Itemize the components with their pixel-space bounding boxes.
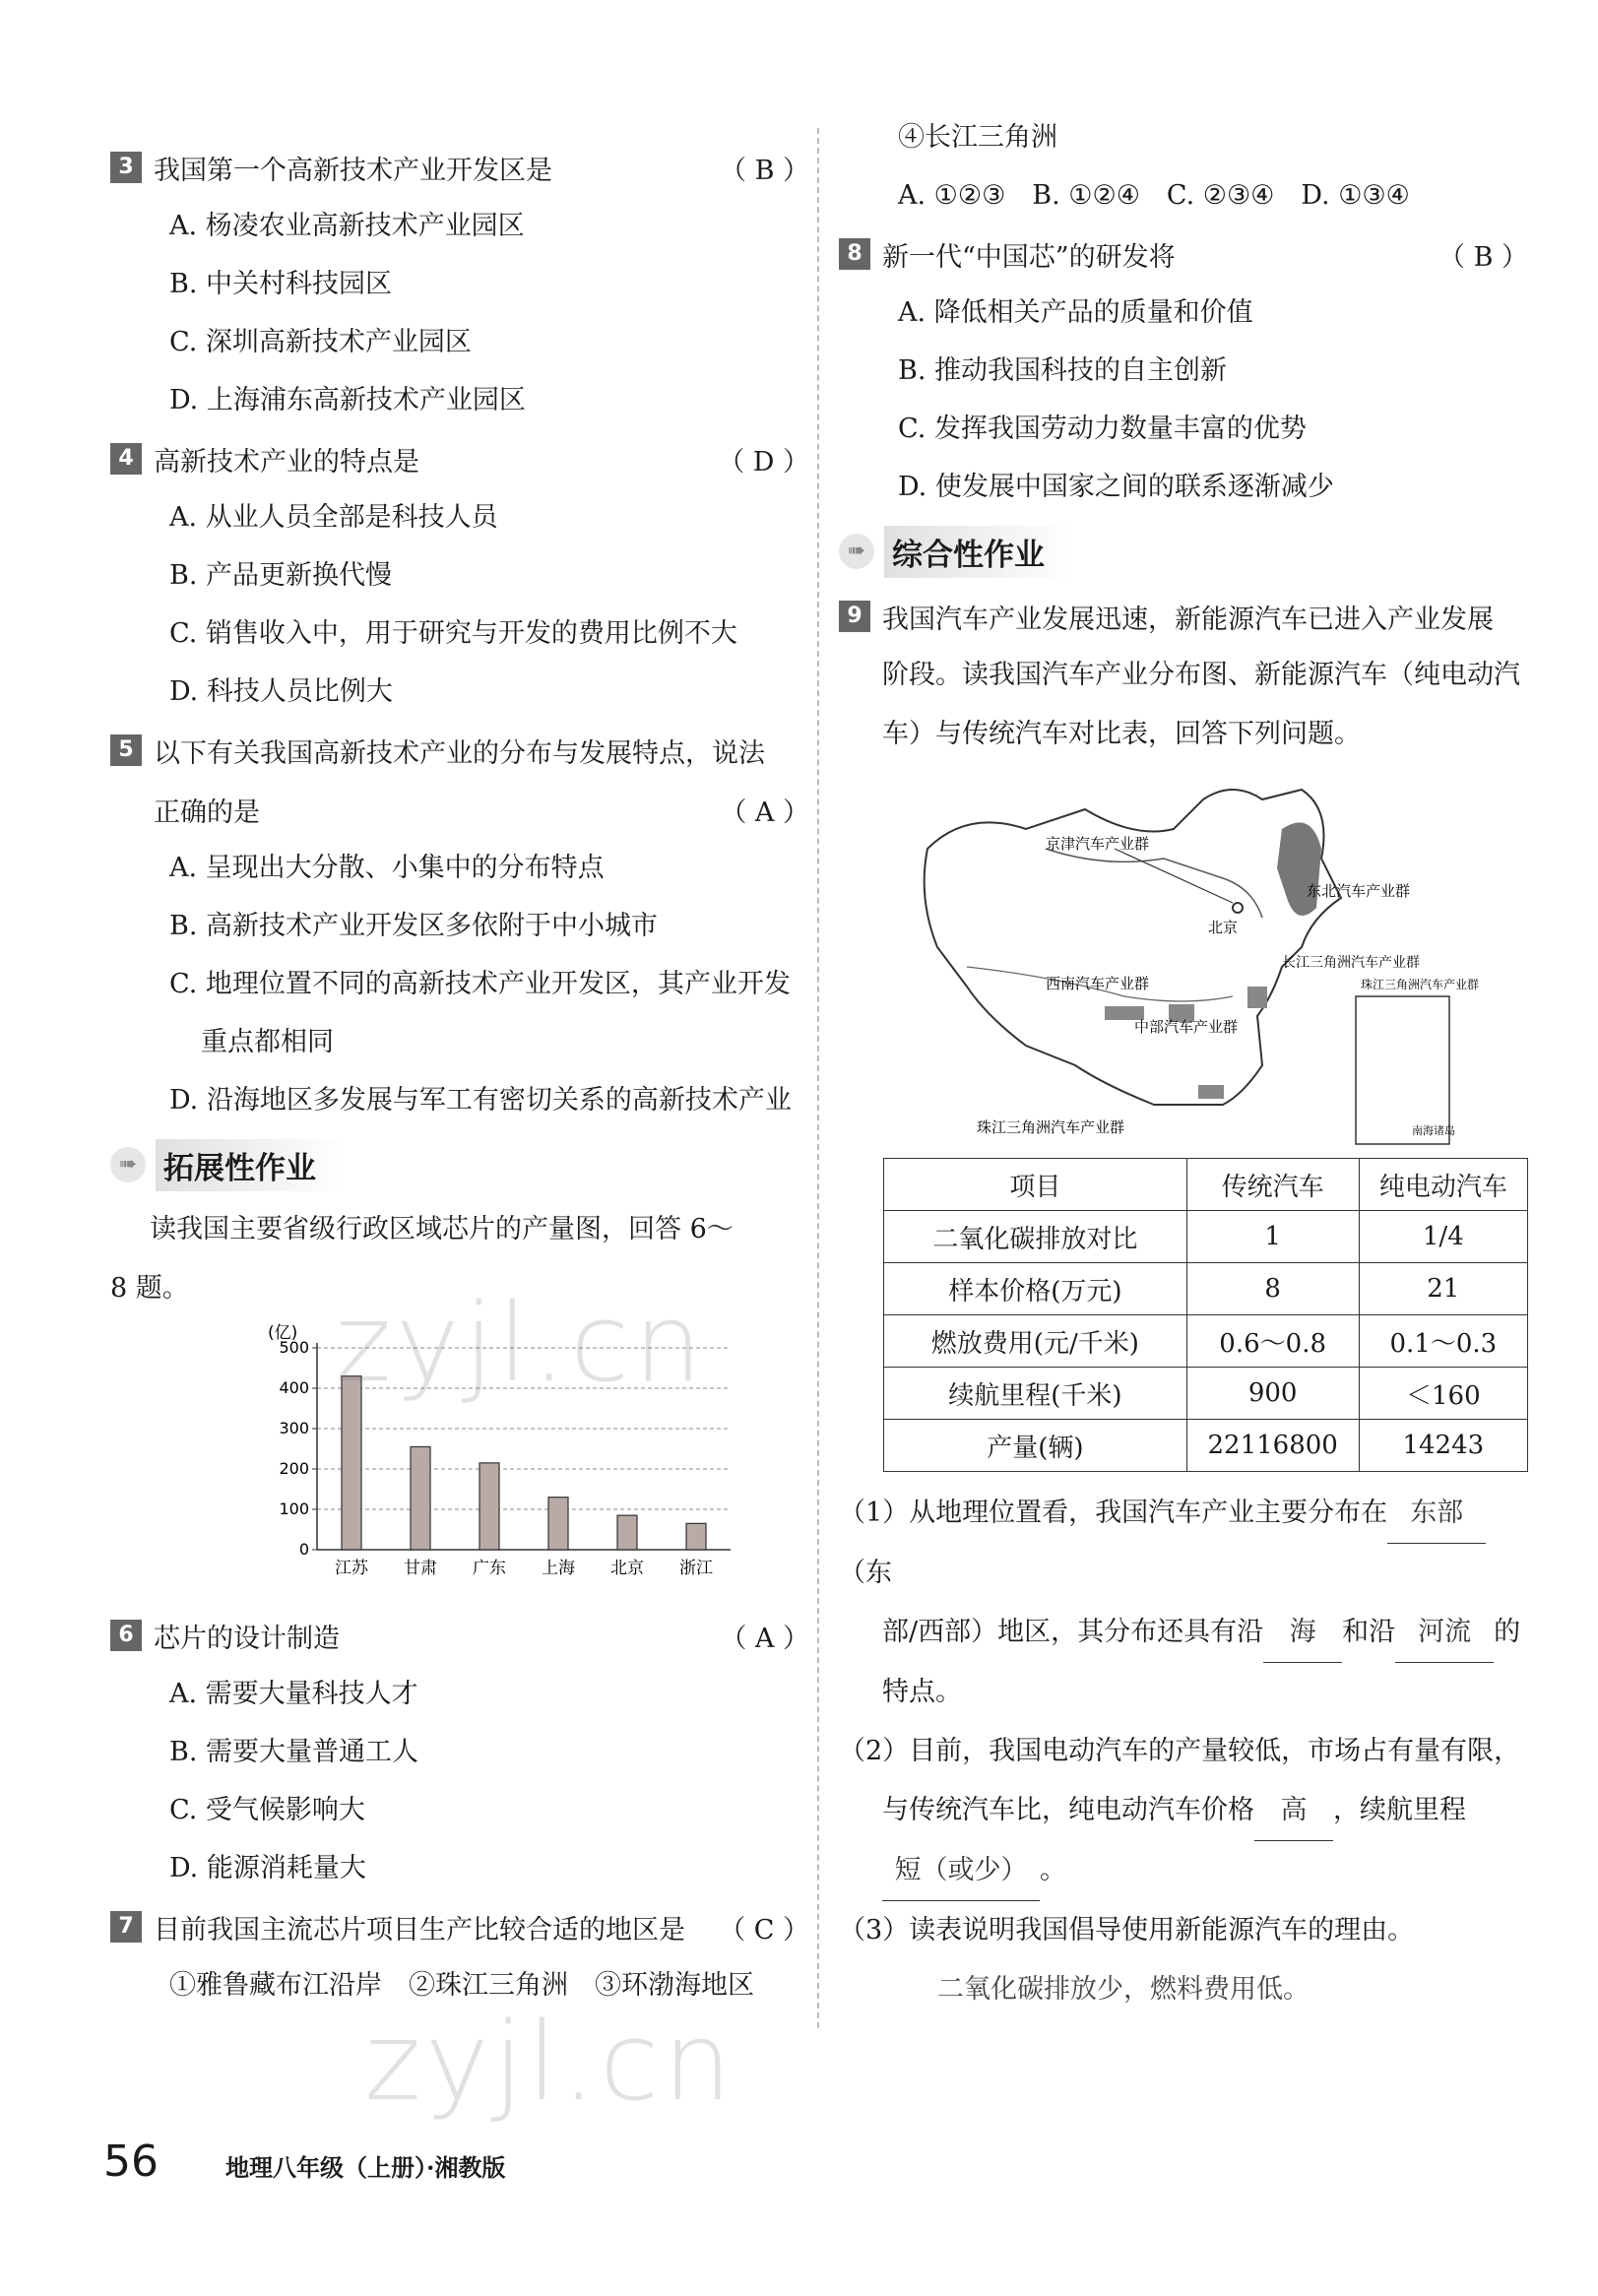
question-number: 3: [110, 152, 142, 183]
y-tick-label: 300: [279, 1419, 309, 1437]
arrow-icon: ➠: [839, 534, 874, 569]
question-4: [110, 429, 809, 488]
label-inset: 珠江三角洲汽车产业群: [1361, 978, 1480, 991]
bar: [411, 1446, 430, 1550]
table-row: [884, 1368, 1528, 1420]
y-tick-label: 200: [279, 1459, 309, 1478]
question-5: [110, 721, 809, 780]
subquestion-2-cont: [839, 1781, 1528, 1841]
table-cell: 1/4: [1359, 1211, 1527, 1263]
question-text: 芯片的设计制造: [154, 1623, 340, 1654]
table-header: 传统汽车: [1186, 1159, 1359, 1211]
table-cell: 8: [1186, 1263, 1359, 1315]
x-tick-label: 广东: [473, 1559, 506, 1578]
label-jingjin: 京津汽车产业群: [1046, 835, 1150, 853]
y-tick-label: 100: [279, 1499, 309, 1518]
option: D. 科技人员比例大: [169, 676, 393, 707]
question-text: 我国第一个高新技术产业开发区是: [154, 155, 552, 186]
table-cell: 0.1～0.3: [1359, 1315, 1527, 1368]
question-text: 车）与传统汽车对比表，回答下列问题。: [882, 719, 1361, 749]
question-8: [839, 224, 1528, 284]
option: B. 中关村科技园区: [169, 269, 393, 299]
page-footer: [103, 2137, 505, 2187]
filled-answer: 高: [1254, 1781, 1333, 1841]
option: D. 沿海地区多发展与军工有密切关系的高新技术产业: [169, 1085, 792, 1116]
table-cell: 燃放费用(元/千米): [884, 1315, 1187, 1368]
comparison-table: [883, 1158, 1528, 1472]
watermark: zyjl.cn: [335, 1280, 707, 1406]
answer: （ B ）: [1438, 241, 1528, 273]
filled-answer: 短（或少）: [882, 1841, 1040, 1901]
bar: [617, 1515, 637, 1550]
text: 和沿: [1342, 1617, 1396, 1647]
filled-answer: 河流: [1395, 1603, 1494, 1663]
watermark: zyjl.cn: [364, 1999, 736, 2125]
subquestion-1: [839, 1484, 1528, 1603]
filled-answer: 东部: [1387, 1484, 1486, 1544]
table-cell: 1: [1186, 1211, 1359, 1263]
nanhai-inset: [1356, 996, 1449, 1144]
section-title: 综合性作业: [884, 526, 1074, 578]
column-divider: [817, 128, 819, 2028]
table-cell: 续航里程(千米): [884, 1368, 1187, 1420]
option: C. 发挥我国劳动力数量丰富的优势: [898, 414, 1307, 444]
table-cell: 14243: [1359, 1420, 1527, 1472]
question-number: 8: [839, 238, 870, 270]
left-column: [110, 138, 809, 2014]
x-tick-label: 江苏: [335, 1559, 368, 1578]
option: A. 从业人员全部是科技人员: [169, 502, 498, 533]
table-row: [884, 1263, 1528, 1315]
option-list: ①雅鲁藏布江沿岸 ②珠江三角洲 ③环渤海地区: [169, 1970, 754, 2001]
question-text: 目前我国主流芯片项目生产比较合适的地区是: [154, 1914, 685, 1945]
option: B. 产品更新换代慢: [169, 560, 393, 591]
text: 与传统汽车比，纯电动汽车价格: [882, 1795, 1254, 1825]
option: D. 上海浦东高新技术产业园区: [169, 385, 526, 415]
subquestion-3: （3）读表说明我国倡导使用新能源汽车的理由。: [839, 1915, 1415, 1945]
text: （东: [839, 1558, 892, 1588]
table-row: [884, 1315, 1528, 1368]
y-tick-label: 400: [279, 1378, 309, 1397]
option: A. 需要大量科技人才: [169, 1679, 418, 1709]
right-column: [839, 122, 1528, 2019]
bar: [479, 1463, 499, 1550]
choice-list: A. ①②③ B. ①②④ C. ②③④ D. ①③④: [898, 180, 1410, 211]
y-tick-label: 500: [279, 1338, 309, 1357]
question-9: [839, 587, 1528, 646]
section-header: [110, 1133, 809, 1196]
beijing-dot: [1233, 903, 1243, 913]
label-changjiang: 长江三角洲汽车产业群: [1282, 955, 1420, 971]
text: ，续航里程: [1333, 1795, 1466, 1825]
text: 。: [1040, 1855, 1066, 1885]
label-zhongbu: 中部汽车产业群: [1134, 1018, 1239, 1036]
book-title: 地理八年级（上册）·湘教版: [225, 2153, 506, 2182]
changjiang-region: [1247, 987, 1267, 1008]
question-text: 我国汽车产业发展迅速，新能源汽车已进入产业发展: [882, 604, 1494, 635]
table-cell: 样本价格(万元): [884, 1263, 1187, 1315]
option: A. 杨凌农业高新技术产业园区: [169, 211, 525, 241]
table-cell: 0.6～0.8: [1186, 1315, 1359, 1368]
x-tick-label: 甘肃: [404, 1559, 437, 1578]
question-text: 高新技术产业的特点是: [154, 446, 419, 478]
x-tick-label: 北京: [610, 1559, 644, 1578]
bar: [686, 1523, 706, 1550]
section-title: 拓展性作业: [156, 1139, 346, 1191]
subquestion-1-cont: [839, 1603, 1528, 1663]
question-text: 阶段。读我国汽车产业分布图、新能源汽车（纯电动汽: [882, 660, 1520, 690]
table-header: 纯电动汽车: [1359, 1159, 1527, 1211]
answer: （ C ）: [719, 1914, 809, 1945]
question-number: 9: [839, 601, 870, 632]
question-5-cont: [110, 780, 809, 839]
option: D. 能源消耗量大: [169, 1853, 366, 1883]
handwritten-answer: 二氧化碳排放少，燃料费用低。: [937, 1974, 1310, 2005]
page-number: 56: [103, 2137, 159, 2187]
china-auto-industry-map: [908, 770, 1528, 1158]
label-dongbei: 东北汽车产业群: [1307, 882, 1411, 900]
option: B. 推动我国科技的自主创新: [898, 355, 1228, 386]
answer: （ D ）: [718, 446, 809, 478]
answer: （ B ）: [719, 155, 809, 186]
subquestion-1-cont: 特点。: [882, 1677, 962, 1707]
table-cell: 产量(辆): [884, 1420, 1187, 1472]
y-tick-label: 0: [298, 1540, 309, 1559]
y-axis-label: (亿): [268, 1323, 298, 1343]
question-6: [110, 1606, 809, 1665]
option: C. 受气候影响大: [169, 1795, 365, 1825]
label-zhujiang: 珠江三角洲汽车产业群: [977, 1118, 1125, 1136]
section-header: [839, 520, 1528, 583]
filled-answer: 海: [1263, 1603, 1342, 1663]
intro-text: 读我国主要省级行政区域芯片的产量图，回答 6～: [150, 1214, 734, 1244]
zhujiang-region: [1198, 1085, 1224, 1099]
table-cell: ＜160: [1359, 1368, 1527, 1420]
text: 部/西部）地区，其分布还具有沿: [882, 1617, 1264, 1647]
table-row: [884, 1420, 1528, 1472]
question-7: [110, 1897, 809, 1956]
table-cell: 21: [1359, 1263, 1527, 1315]
x-tick-label: 浙江: [679, 1559, 713, 1578]
option: ④长江三角洲: [898, 122, 1057, 153]
mongolia-border: [1046, 849, 1262, 918]
option: A. 呈现出大分散、小集中的分布特点: [169, 853, 605, 883]
question-number: 6: [110, 1620, 142, 1651]
option: C. 深圳高新技术产业园区: [169, 327, 472, 357]
question-text: 正确的是: [154, 797, 260, 828]
option-cont: 重点都相同: [201, 1027, 334, 1057]
option: B. 需要大量普通工人: [169, 1737, 419, 1767]
x-tick-label: 上海: [542, 1559, 575, 1578]
text: （1）从地理位置看，我国汽车产业主要分布在: [839, 1498, 1388, 1528]
bar: [548, 1498, 568, 1550]
subquestion-2: （2）目前，我国电动汽车的产量较低，市场占有量有限，: [839, 1736, 1521, 1766]
table-cell: 900: [1186, 1368, 1359, 1420]
question-text: 以下有关我国高新技术产业的分布与发展特点，说法: [154, 737, 765, 769]
label-xinan: 西南汽车产业群: [1046, 975, 1150, 992]
answer: （ A ）: [720, 797, 809, 828]
question-3: [110, 138, 809, 197]
label-nanhai: 南海诸岛: [1412, 1124, 1455, 1137]
table-header: 项目: [884, 1159, 1187, 1211]
table-cell: 二氧化碳排放对比: [884, 1211, 1187, 1263]
text: 的: [1494, 1617, 1521, 1647]
dongbei-region: [1277, 822, 1321, 916]
arrow-icon: ➠: [110, 1147, 146, 1182]
answer: （ A ）: [720, 1623, 809, 1654]
option: A. 降低相关产品的质量和价值: [898, 297, 1253, 328]
option: B. 高新技术产业开发区多依附于中小城市: [169, 911, 659, 941]
table-header-row: [884, 1159, 1528, 1211]
question-text: 新一代“中国芯”的研发将: [882, 241, 1176, 273]
table-cell: 22116800: [1186, 1420, 1359, 1472]
question-number: 5: [110, 734, 142, 766]
map-figure: [908, 770, 1480, 1154]
intro-text: 8 题。: [110, 1273, 189, 1304]
option: C. 地理位置不同的高新技术产业开发区，其产业开发: [169, 969, 791, 999]
subquestion-2-cont: [839, 1841, 1528, 1901]
question-number: 4: [110, 443, 142, 475]
label-beijing: 北京: [1208, 919, 1239, 936]
question-number: 7: [110, 1911, 142, 1943]
option: D. 使发展中国家之间的联系逐渐减少: [898, 472, 1334, 502]
option: C. 销售收入中，用于研究与开发的费用比例不大: [169, 618, 737, 649]
table-row: [884, 1211, 1528, 1263]
